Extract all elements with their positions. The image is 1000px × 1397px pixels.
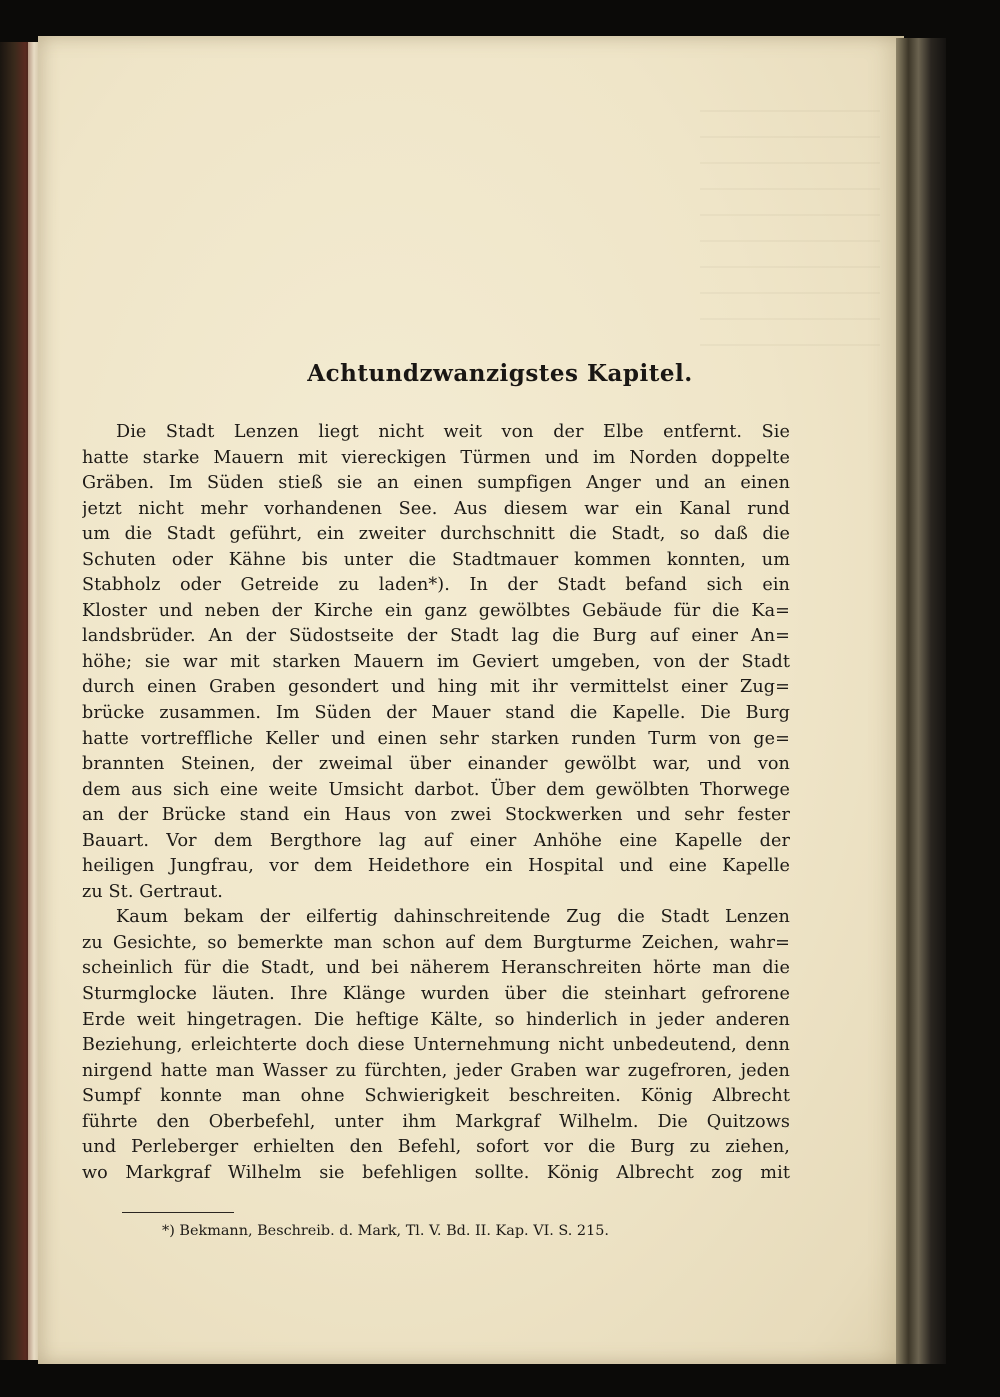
text-line: wo Markgraf Wilhelm sie befehligen sollte. König Albrecht zog mit <box>82 1162 790 1183</box>
text-line: zu St. Gertraut. <box>82 881 223 902</box>
text-line: hatte starke Mauern mit viereckigen Türmen und im Norden doppelte <box>82 447 790 468</box>
text-line: Sturmglocke läuten. Ihre Klänge wurden über die steinhart gefrorene <box>82 984 790 1005</box>
text-line: scheinlich für die Stadt, und bei näherem Heranschreiten hörte man die <box>82 958 790 979</box>
bleed-through-text <box>700 110 880 360</box>
left-page-paper-edge <box>28 42 38 1360</box>
text-line: landsbrüder. An der Südostseite der Stadt lag die Burg auf einer An= <box>82 626 790 647</box>
body-text <box>82 420 790 1186</box>
text-line: Bauart. Vor dem Bergthore lag auf einer Anhöhe eine Kapelle der <box>82 830 790 851</box>
text-line: um die Stadt geführt, ein zweiter durchschnitt die Stadt, so daß die <box>82 524 790 545</box>
text-line: Beziehung, erleichterte doch diese Unternehmung nicht unbedeutend, denn <box>82 1035 790 1056</box>
text-line: zu Gesichte, so bemerkte man schon auf dem Burgturme Zeichen, wahr= <box>82 932 790 953</box>
text-line: hatte vortreffliche Keller und einen sehr starken runden Turm von ge= <box>82 728 790 749</box>
text-line: dem aus sich eine weite Umsicht darbot. Über dem gewölbten Thorwege <box>82 779 790 800</box>
footnote: *) Bekmann, Beschreib. d. Mark, Tl. V. Bd. II. Kap. VI. S. 215. <box>162 1223 609 1239</box>
text-line: durch einen Graben gesondert und hing mit ihr vermittelst einer Zug= <box>82 677 790 698</box>
text-line: Kaum bekam der eilfertig dahinschreitende Zug die Stadt Lenzen <box>116 907 790 928</box>
text-line: und Perleberger erhielten den Befehl, sofort vor die Burg zu ziehen, <box>82 1137 790 1158</box>
text-line: Die Stadt Lenzen liegt nicht weit von der Elbe entfernt. Sie <box>116 422 790 442</box>
chapter-title: Achtundzwanzigstes Kapitel. <box>307 360 693 387</box>
text-line: Schuten oder Kähne bis unter die Stadtmauer kommen konnten, um <box>82 549 790 570</box>
text-line: Kloster und neben der Kirche ein ganz gewölbtes Gebäude für die Ka= <box>82 600 790 621</box>
text-line: brannten Steinen, der zweimal über einander gewölbt war, und von <box>82 754 790 775</box>
text-line: Stabholz oder Getreide zu laden*). In der Stadt befand sich ein <box>82 575 790 596</box>
text-line: brücke zusammen. Im Süden der Mauer stand die Kapelle. Die Burg <box>82 703 790 724</box>
text-line: Sumpf konnte man ohne Schwierigkeit beschreiten. König Albrecht <box>82 1086 790 1107</box>
text-line: Gräben. Im Süden stieß sie an einen sumpfigen Anger und an einen <box>82 473 790 494</box>
text-line: heiligen Jungfrau, vor dem Heidethore ein Hospital und eine Kapelle <box>82 856 790 877</box>
book-spine-edge <box>896 38 946 1364</box>
footnote-rule <box>122 1212 234 1213</box>
text-line: Erde weit hingetragen. Die heftige Kälte, so hinderlich in jeder anderen <box>82 1009 790 1030</box>
text-line: an der Brücke stand ein Haus von zwei Stockwerken und sehr fester <box>82 805 790 826</box>
text-line: jetzt nicht mehr vorhandenen See. Aus diesem war ein Kanal rund <box>82 498 790 519</box>
text-line: führte den Oberbefehl, unter ihm Markgraf Wilhelm. Die Quitzows <box>82 1111 790 1132</box>
text-line: höhe; sie war mit starken Mauern im Geviert umgeben, von der Stadt <box>82 651 790 672</box>
text-line: nirgend hatte man Wasser zu fürchten, jeder Graben war zugefroren, jeden <box>82 1060 790 1081</box>
